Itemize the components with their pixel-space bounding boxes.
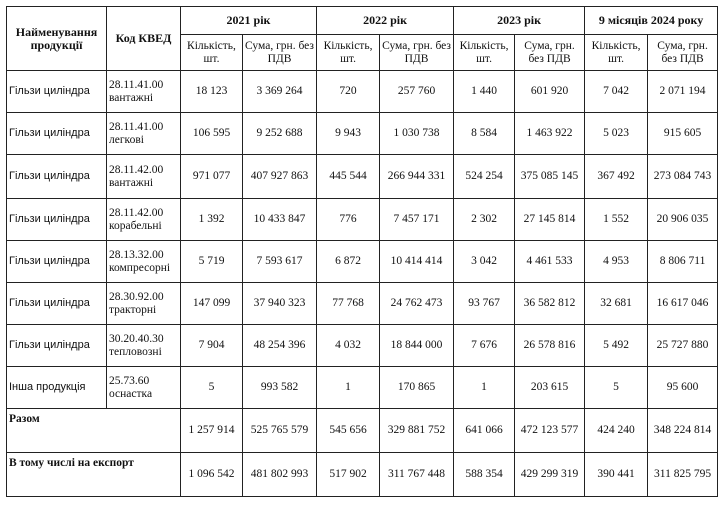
qty-cell: 9 943 <box>317 113 380 155</box>
product-name: Гільзи циліндра <box>7 199 107 241</box>
total-sum-cell: 311 825 795 <box>648 453 718 497</box>
sum-cell: 8 806 711 <box>648 241 718 283</box>
qty-cell: 367 492 <box>585 155 648 199</box>
qty-cell: 524 254 <box>454 155 515 199</box>
product-name: Гільзи циліндра <box>7 325 107 367</box>
kved-code: 30.20.40.30 <box>109 332 164 345</box>
total-qty-cell: 390 441 <box>585 453 648 497</box>
qty-cell: 2 302 <box>454 199 515 241</box>
sum-cell: 993 582 <box>243 367 317 409</box>
header-qty: Кількість, шт. <box>585 35 648 71</box>
sum-cell: 375 085 145 <box>515 155 585 199</box>
sum-cell: 1 463 922 <box>515 113 585 155</box>
sum-cell: 24 762 473 <box>380 283 454 325</box>
sum-cell: 27 145 814 <box>515 199 585 241</box>
qty-cell: 1 <box>317 367 380 409</box>
sum-cell: 266 944 331 <box>380 155 454 199</box>
header-sum: Сума, грн. без ПДВ <box>243 35 317 71</box>
sum-cell: 7 593 617 <box>243 241 317 283</box>
kved-cell <box>107 325 181 367</box>
sum-cell: 3 369 264 <box>243 71 317 113</box>
product-name: Гільзи циліндра <box>7 241 107 283</box>
qty-cell: 5 492 <box>585 325 648 367</box>
qty-cell: 5 719 <box>181 241 243 283</box>
total-qty-cell: 1 096 542 <box>181 453 243 497</box>
total-row <box>7 409 718 453</box>
sum-cell: 26 578 816 <box>515 325 585 367</box>
total-sum-cell: 472 123 577 <box>515 409 585 453</box>
header-year-2023: 2023 рік <box>454 7 585 35</box>
header-kved: Код КВЕД <box>107 7 181 71</box>
sum-cell: 25 727 880 <box>648 325 718 367</box>
header-year-2021: 2021 рік <box>181 7 317 35</box>
header-qty: Кількість, шт. <box>454 35 515 71</box>
kved-code: 25.73.60 <box>109 374 150 387</box>
qty-cell: 147 099 <box>181 283 243 325</box>
sum-cell: 601 920 <box>515 71 585 113</box>
kved-cell <box>107 367 181 409</box>
export-row <box>7 453 718 497</box>
sum-cell: 9 252 688 <box>243 113 317 155</box>
kved-cell <box>107 241 181 283</box>
sum-cell: 257 760 <box>380 71 454 113</box>
product-name: Гільзи циліндра <box>7 113 107 155</box>
kved-cell <box>107 71 181 113</box>
qty-cell: 720 <box>317 71 380 113</box>
kved-code: 28.11.41.00 <box>109 78 164 91</box>
qty-cell: 4 953 <box>585 241 648 283</box>
qty-cell: 7 676 <box>454 325 515 367</box>
header-year-2022: 2022 рік <box>317 7 454 35</box>
sum-cell: 7 457 171 <box>380 199 454 241</box>
header-product: Найменування продукції <box>7 7 107 71</box>
qty-cell: 3 042 <box>454 241 515 283</box>
header-year-2024: 9 місяців 2024 року <box>585 7 718 35</box>
kved-cell <box>107 113 181 155</box>
sum-cell: 37 940 323 <box>243 283 317 325</box>
header-sum: Сума, грн. без ПДВ <box>380 35 454 71</box>
sum-cell: 915 605 <box>648 113 718 155</box>
kved-code: 28.11.41.00 <box>109 120 164 133</box>
qty-cell: 93 767 <box>454 283 515 325</box>
sum-cell: 170 865 <box>380 367 454 409</box>
product-type: корабельні <box>109 219 162 232</box>
sum-cell: 95 600 <box>648 367 718 409</box>
total-label: В тому числі на експорт <box>7 453 181 497</box>
sum-cell: 36 582 812 <box>515 283 585 325</box>
qty-cell: 5 <box>181 367 243 409</box>
qty-cell: 776 <box>317 199 380 241</box>
product-type: вантажні <box>109 176 154 189</box>
qty-cell: 8 584 <box>454 113 515 155</box>
qty-cell: 7 042 <box>585 71 648 113</box>
table-row <box>7 113 718 155</box>
qty-cell: 971 077 <box>181 155 243 199</box>
product-type: вантажні <box>109 91 154 104</box>
table-row <box>7 241 718 283</box>
sum-cell: 20 906 035 <box>648 199 718 241</box>
qty-cell: 106 595 <box>181 113 243 155</box>
total-qty-cell: 641 066 <box>454 409 515 453</box>
table-row <box>7 325 718 367</box>
qty-cell: 18 123 <box>181 71 243 113</box>
sum-cell: 18 844 000 <box>380 325 454 367</box>
total-qty-cell: 517 902 <box>317 453 380 497</box>
product-name: Гільзи циліндра <box>7 71 107 113</box>
sum-cell: 203 615 <box>515 367 585 409</box>
table-row <box>7 199 718 241</box>
kved-cell <box>107 199 181 241</box>
product-type: легкові <box>109 133 144 146</box>
product-name: Гільзи циліндра <box>7 155 107 199</box>
product-type: тракторні <box>109 303 157 316</box>
qty-cell: 4 032 <box>317 325 380 367</box>
production-table <box>6 6 718 497</box>
qty-cell: 1 552 <box>585 199 648 241</box>
qty-cell: 5 023 <box>585 113 648 155</box>
table-row <box>7 155 718 199</box>
qty-cell: 5 <box>585 367 648 409</box>
product-name: Гільзи циліндра <box>7 283 107 325</box>
total-sum-cell: 348 224 814 <box>648 409 718 453</box>
total-qty-cell: 424 240 <box>585 409 648 453</box>
qty-cell: 445 544 <box>317 155 380 199</box>
sum-cell: 48 254 396 <box>243 325 317 367</box>
qty-cell: 1 440 <box>454 71 515 113</box>
header-sum: Сума, грн. без ПДВ <box>648 35 718 71</box>
header-qty: Кількість, шт. <box>181 35 243 71</box>
sum-cell: 1 030 738 <box>380 113 454 155</box>
total-qty-cell: 1 257 914 <box>181 409 243 453</box>
qty-cell: 77 768 <box>317 283 380 325</box>
table-row <box>7 71 718 113</box>
product-type: тепловозні <box>109 345 162 358</box>
header-sum: Сума, грн. без ПДВ <box>515 35 585 71</box>
sum-cell: 273 084 743 <box>648 155 718 199</box>
sum-cell: 4 461 533 <box>515 241 585 283</box>
total-sum-cell: 329 881 752 <box>380 409 454 453</box>
kved-code: 28.13.32.00 <box>109 248 164 261</box>
sum-cell: 2 071 194 <box>648 71 718 113</box>
kved-cell <box>107 155 181 199</box>
total-qty-cell: 545 656 <box>317 409 380 453</box>
product-type: оснастка <box>109 387 153 400</box>
kved-code: 28.11.42.00 <box>109 163 164 176</box>
qty-cell: 7 904 <box>181 325 243 367</box>
table-row <box>7 367 718 409</box>
qty-cell: 32 681 <box>585 283 648 325</box>
total-sum-cell: 525 765 579 <box>243 409 317 453</box>
sum-cell: 10 433 847 <box>243 199 317 241</box>
total-sum-cell: 481 802 993 <box>243 453 317 497</box>
total-label: Разом <box>7 409 181 453</box>
sum-cell: 10 414 414 <box>380 241 454 283</box>
header-qty: Кількість, шт. <box>317 35 380 71</box>
kved-code: 28.30.92.00 <box>109 290 164 303</box>
sum-cell: 407 927 863 <box>243 155 317 199</box>
qty-cell: 1 <box>454 367 515 409</box>
product-type: компресорні <box>109 261 171 274</box>
kved-cell <box>107 283 181 325</box>
total-sum-cell: 311 767 448 <box>380 453 454 497</box>
qty-cell: 1 392 <box>181 199 243 241</box>
table-row <box>7 283 718 325</box>
kved-code: 28.11.42.00 <box>109 206 164 219</box>
total-sum-cell: 429 299 319 <box>515 453 585 497</box>
qty-cell: 6 872 <box>317 241 380 283</box>
product-name: Інша продукція <box>7 367 107 409</box>
total-qty-cell: 588 354 <box>454 453 515 497</box>
sum-cell: 16 617 046 <box>648 283 718 325</box>
